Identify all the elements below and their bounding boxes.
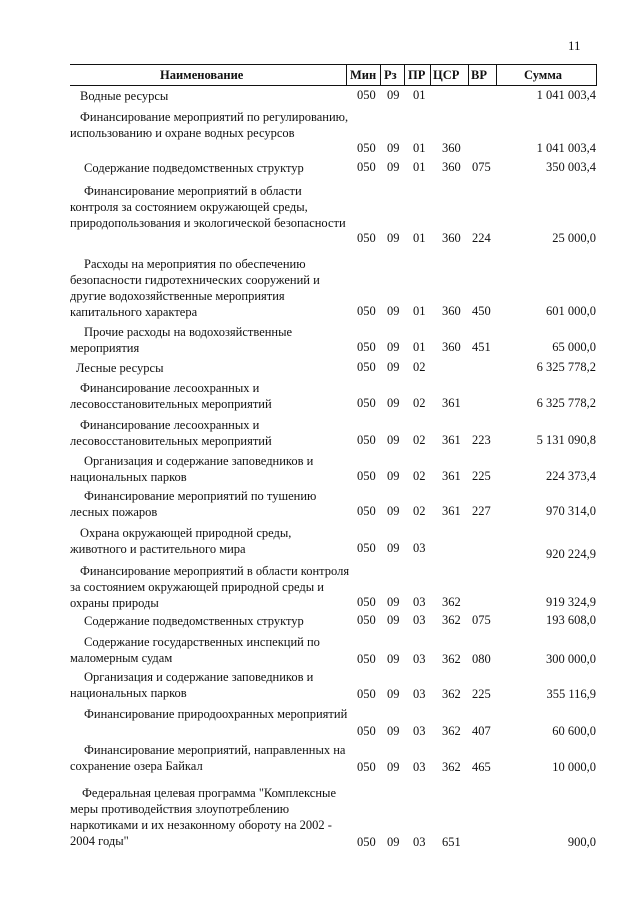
row-name: Организация и содержание заповедников и национальных парков (70, 454, 314, 484)
row-vr: 075 (472, 160, 491, 174)
row-name: Финансирование мероприятий по регулированию, использованию и охране водных ресурсов (70, 110, 349, 140)
header-min: Мин (350, 68, 377, 82)
row-sum: 193 608,0 (546, 613, 596, 627)
row-pr: 03 (413, 652, 426, 666)
row-name: Организация и содержание заповедников и национальных парков (70, 670, 314, 700)
row-name: Федеральная целевая программа "Комплексные меры противодействия злоупотреблению наркотиками и их незаконному обороту на 2002 - 2004 годы" (70, 786, 336, 848)
row-csr: 360 (442, 141, 461, 155)
row-pr: 03 (413, 760, 426, 774)
row-rz: 09 (387, 595, 400, 609)
row-vr: 225 (472, 469, 491, 483)
row-name: Прочие расходы на водохозяйственные мероприятия (70, 325, 293, 355)
row-pr: 03 (413, 541, 426, 555)
row-min: 050 (357, 687, 376, 701)
row-name: Финансирование мероприятий, направленных на сохранение озера Байкал (70, 743, 346, 773)
header-rz: Рз (384, 68, 397, 82)
row-vr: 227 (472, 504, 491, 518)
row-min: 050 (357, 469, 376, 483)
row-name: Финансирование мероприятий по тушению лесных пожаров (70, 489, 317, 519)
row-sum: 900,0 (567, 835, 596, 849)
row-pr: 02 (413, 396, 426, 410)
row-rz: 09 (387, 835, 400, 849)
row-vr: 465 (472, 760, 491, 774)
row-sum: 601 000,0 (546, 304, 596, 318)
row-rz: 09 (387, 360, 400, 374)
row-min: 050 (357, 88, 376, 102)
row-min: 050 (357, 504, 376, 518)
row-sum: 300 000,0 (546, 652, 596, 666)
row-csr: 361 (442, 469, 461, 483)
row-min: 050 (357, 541, 376, 555)
row-name: Лесные ресурсы (76, 361, 164, 375)
row-pr: 02 (413, 360, 426, 374)
row-name: Содержание подведомственных структур (84, 161, 304, 175)
row-sum: 6 325 778,2 (536, 360, 596, 374)
row-sum: 919 324,9 (546, 595, 596, 609)
row-vr: 075 (472, 613, 491, 627)
row-csr: 360 (442, 304, 461, 318)
header-pr: ПР (408, 68, 426, 82)
row-vr: 451 (472, 340, 491, 354)
row-pr: 01 (413, 231, 426, 245)
header-name: Наименование (160, 68, 244, 82)
row-csr: 362 (442, 595, 461, 609)
row-min: 050 (357, 340, 376, 354)
row-min: 050 (357, 595, 376, 609)
row-name: Расходы на мероприятия по обеспечению безопасности гидротехнических сооружений и другие водохозяйственные мероприятия капитального характера (70, 257, 320, 319)
row-rz: 09 (387, 469, 400, 483)
row-pr: 03 (413, 613, 426, 627)
row-csr: 651 (442, 835, 461, 849)
row-csr: 362 (442, 652, 461, 666)
table-header (70, 64, 597, 86)
row-pr: 03 (413, 595, 426, 609)
page-number: 11 (568, 38, 581, 53)
row-rz: 09 (387, 724, 400, 738)
row-name: Финансирование природоохранных мероприятий (84, 707, 348, 721)
row-pr: 03 (413, 724, 426, 738)
row-min: 050 (357, 652, 376, 666)
row-pr: 01 (413, 340, 426, 354)
row-csr: 360 (442, 160, 461, 174)
row-csr: 360 (442, 231, 461, 245)
header-csr: ЦСР (433, 68, 460, 82)
row-vr: 407 (472, 724, 491, 738)
row-name: Финансирование мероприятий в области контроля за состоянием окружающей природной среды и охраны природы (70, 564, 350, 610)
row-rz: 09 (387, 652, 400, 666)
row-rz: 09 (387, 687, 400, 701)
row-sum: 350 003,4 (546, 160, 596, 174)
row-csr: 362 (442, 687, 461, 701)
row-sum: 60 600,0 (552, 724, 596, 738)
row-sum: 355 116,9 (546, 687, 596, 701)
row-name: Финансирование мероприятий в области контроля за состоянием окружающей среды, природопользования и экологической безопасности (70, 184, 346, 230)
row-rz: 09 (387, 541, 400, 555)
row-min: 050 (357, 433, 376, 447)
row-sum: 1 041 003,4 (536, 88, 596, 102)
row-pr: 02 (413, 504, 426, 518)
row-name: Водные ресурсы (80, 89, 169, 103)
row-sum: 10 000,0 (552, 760, 596, 774)
row-min: 050 (357, 231, 376, 245)
row-rz: 09 (387, 160, 400, 174)
row-name: Содержание подведомственных структур (84, 614, 304, 628)
row-rz: 09 (387, 396, 400, 410)
row-vr: 224 (472, 231, 491, 245)
row-min: 050 (357, 360, 376, 374)
row-csr: 362 (442, 724, 461, 738)
row-rz: 09 (387, 760, 400, 774)
row-pr: 01 (413, 304, 426, 318)
row-sum: 970 314,0 (546, 504, 596, 518)
row-rz: 09 (387, 433, 400, 447)
row-csr: 362 (442, 613, 461, 627)
row-pr: 01 (413, 141, 426, 155)
header-sum: Сумма (524, 68, 562, 82)
row-csr: 361 (442, 433, 461, 447)
row-min: 050 (357, 304, 376, 318)
row-sum: 224 373,4 (546, 469, 596, 483)
row-sum: 5 131 090,8 (536, 433, 596, 447)
row-sum: 25 000,0 (552, 231, 596, 245)
row-rz: 09 (387, 141, 400, 155)
row-csr: 361 (442, 504, 461, 518)
row-name: Содержание государственных инспекций по маломерным судам (70, 635, 320, 665)
row-min: 050 (357, 835, 376, 849)
row-name: Охрана окружающей природной среды, животного и растительного мира (70, 526, 292, 556)
row-min: 050 (357, 160, 376, 174)
row-vr: 080 (472, 652, 491, 666)
row-sum: 6 325 778,2 (536, 396, 596, 410)
row-vr: 225 (472, 687, 491, 701)
row-csr: 362 (442, 760, 461, 774)
row-rz: 09 (387, 340, 400, 354)
row-name: Финансирование лесоохранных и лесовосстановительных мероприятий (70, 381, 272, 411)
row-min: 050 (357, 396, 376, 410)
row-pr: 02 (413, 433, 426, 447)
row-pr: 03 (413, 835, 426, 849)
row-pr: 01 (413, 160, 426, 174)
row-sum: 1 041 003,4 (536, 141, 596, 155)
row-vr: 450 (472, 304, 491, 318)
row-min: 050 (357, 613, 376, 627)
row-rz: 09 (387, 88, 400, 102)
row-sum: 920 224,9 (546, 547, 596, 561)
row-vr: 223 (472, 433, 491, 447)
row-csr: 360 (442, 340, 461, 354)
row-min: 050 (357, 141, 376, 155)
row-pr: 01 (413, 88, 426, 102)
row-sum: 65 000,0 (552, 340, 596, 354)
row-name: Финансирование лесоохранных и лесовосстановительных мероприятий (70, 418, 272, 448)
row-min: 050 (357, 724, 376, 738)
row-pr: 03 (413, 687, 426, 701)
row-rz: 09 (387, 304, 400, 318)
row-rz: 09 (387, 231, 400, 245)
row-csr: 361 (442, 396, 461, 410)
row-pr: 02 (413, 469, 426, 483)
row-min: 050 (357, 760, 376, 774)
header-vr: ВР (471, 68, 487, 82)
row-rz: 09 (387, 504, 400, 518)
row-rz: 09 (387, 613, 400, 627)
